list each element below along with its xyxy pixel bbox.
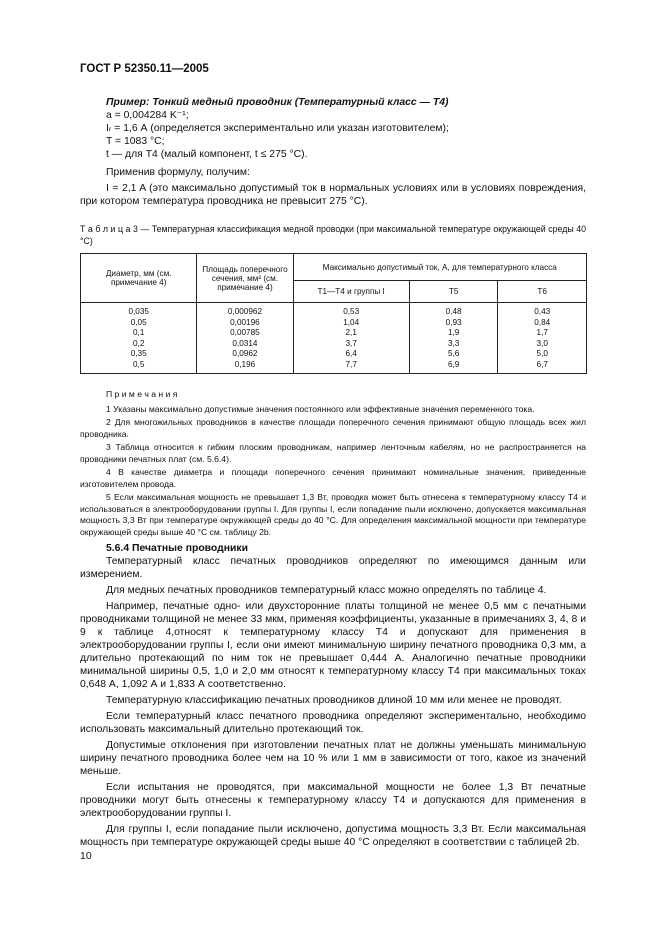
table-row [81, 303, 587, 318]
table-caption-text: — Температурная классификация медной проводки (при максимальной температуре окружающей среды 40 °C) [80, 224, 586, 246]
table-cell: 0,53 [293, 303, 409, 318]
table-cell: 0,035 [81, 303, 197, 318]
note-2: 2 Для многожильных проводников в качестве площади поперечного сечения принимают общую площадь всех жил проводника. [80, 417, 586, 439]
table-cell: 3,3 [409, 339, 498, 350]
table-cell: 1,7 [498, 328, 587, 339]
table-cell: 0,2 [81, 339, 197, 350]
note-4: 4 В качестве диаметра и площади поперечного сечения принимают номинальные значения, приведенные изготовителем провода. [80, 467, 586, 489]
header-t6: Т6 [498, 281, 587, 303]
table-cell: 5,0 [498, 349, 587, 360]
table-row [81, 339, 587, 350]
table-caption [80, 224, 586, 247]
paragraph: Например, печатные одно- или двухсторонние платы толщиной не менее 0,5 мм с печатными проводниками толщиной не менее 33 мкм, применяя коэффициенты, указанные в примечаниях 3, 4, 8 и 9 к таблице 4,относят к температурному классу Т4 и допускают для применения в электрооборудовании группы I, если они имеют минимальную ширину печатного проводника 0,3 мм, а длительно протекающий по ним ток не превышает 0,444 А. Аналогично печатные проводники минимальной ширины 0,5, 1,0 и 2,0 мм относят к температурному классу Т4 при максимальных токах 0,648 А, 1,092 А и 1,833 А соответственно. [80, 601, 586, 690]
table-cell: 5,6 [409, 349, 498, 360]
table-row [81, 328, 587, 339]
temperature-classification-table [80, 253, 587, 374]
table-cell: 0,35 [81, 349, 197, 360]
table-cell: 1,9 [409, 328, 498, 339]
paragraph: Если испытания не проводятся, при максимальной мощности не более 1,3 Вт печатные проводники могут быть отнесены к температурному классу Т4 и допускаются для применения в электрооборудовании группы I. [80, 782, 586, 819]
document-header: ГОСТ Р 52350.11—2005 [80, 63, 209, 75]
table-cell: 0,84 [498, 318, 587, 329]
example-line: T = 1083 °C; [106, 136, 165, 147]
notes-block [80, 389, 586, 538]
table-cell: 0,00196 [197, 318, 293, 329]
table-row [81, 360, 587, 373]
header-diameter: Диаметр, мм (см. примечание 4) [81, 254, 197, 303]
notes-title: П р и м е ч а н и я [106, 389, 178, 399]
page-number: 10 [80, 850, 92, 862]
table-cell: 3,0 [498, 339, 587, 350]
table-cell: 1,04 [293, 318, 409, 329]
table-cell: 6,9 [409, 360, 498, 373]
table-cell: 3,7 [293, 339, 409, 350]
table-cell: 0,00785 [197, 328, 293, 339]
table-cell: 0,1 [81, 328, 197, 339]
table-cell: 7,7 [293, 360, 409, 373]
note-5: 5 Если максимальная мощность не превышает 1,3 Вт, проводка может быть отнесена к температурному классу Т4 и использоваться в электрооборудовании группы I. Для группы I, если попадание пыли исключено, допускается максимальная мощность 3,3 Вт при температуре окружающей среды до 40 °C. Для определения максимальной мощности при температуре окружающей среды выше 40 °C см. таблицу 2b. [80, 492, 586, 537]
paragraph: Допустимые отклонения при изготовлении печатных плат не должны уменьшать минимальную ширину печатного проводника более чем на 10 % или 1 мм в зависимости от того, какое из значений меньше. [80, 740, 586, 777]
table-cell: 6,7 [498, 360, 587, 373]
formula-result: I = 2,1 A (это максимально допустимый ток в нормальных условиях или в условиях повреждения, при котором температура проводника не превысит 275 °C). [80, 183, 586, 207]
paragraph: Для медных печатных проводников температурный класс можно определять по таблице 4. [106, 585, 547, 596]
header-t5: Т5 [409, 281, 498, 303]
note-3: 3 Таблица относится к гибким плоским проводникам, например ленточным кабелям, но не распространяется на проводники печатных плат (см. 5.6.4). [80, 442, 586, 464]
table-cell: 2,1 [293, 328, 409, 339]
table-caption-prefix: Т а б л и ц а 3 [80, 224, 138, 234]
table-cell: 0,05 [81, 318, 197, 329]
paragraph: Температурную классификацию печатных проводников длиной 10 мм или менее не проводят. [106, 695, 562, 706]
table-cell: 0,93 [409, 318, 498, 329]
table-cell: 0,000962 [197, 303, 293, 318]
paragraph: Для группы I, если попадание пыли исключено, допустима мощность 3,3 Вт. Если максимальная мощность при температуре окружающей среды выше 40 °C определяют в соответствии с таблицей 2b. [80, 824, 586, 848]
table-cell: 6,4 [293, 349, 409, 360]
table-cell: 0,5 [81, 360, 197, 373]
table-cell: 0,0962 [197, 349, 293, 360]
table-row [81, 349, 587, 360]
paragraph: Температурный класс печатных проводников определяют по имеющимся данным или измерением. [80, 556, 586, 580]
header-area: Площадь поперечного сечения, мм² (см. примечание 4) [197, 254, 293, 303]
example-block [80, 96, 586, 208]
formula-intro: Применив формулу, получим: [106, 167, 250, 178]
example-line: t — для Т4 (малый компонент, t ≤ 275 °C). [106, 149, 308, 160]
table-row [81, 318, 587, 329]
example-line: a = 0,004284 K⁻¹; [106, 110, 189, 121]
example-line: Iᵣ = 1,6 А (определяется экспериментально или указан изготовителем); [106, 123, 449, 134]
table-cell: 0,196 [197, 360, 293, 373]
table-cell: 0,48 [409, 303, 498, 318]
note-1: 1 Указаны максимально допустимые значения постоянного или эффективные значения переменного тока. [106, 403, 535, 414]
section-heading: 5.6.4 Печатные проводники [106, 543, 248, 554]
example-title: Пример: Тонкий медный проводник (Температурный класс — Т4) [106, 97, 449, 108]
header-t1t4: Т1—Т4 и группы I [293, 281, 409, 303]
table-cell: 0,43 [498, 303, 587, 318]
section-5-6-4 [80, 542, 586, 849]
table-cell: 0,0314 [197, 339, 293, 350]
paragraph: Если температурный класс печатного проводника определяют экспериментально, необходимо использовать максимальный длительно протекающий ток. [80, 711, 586, 735]
header-current-group: Максимально допустимый ток, А, для температурного класса [293, 254, 587, 281]
